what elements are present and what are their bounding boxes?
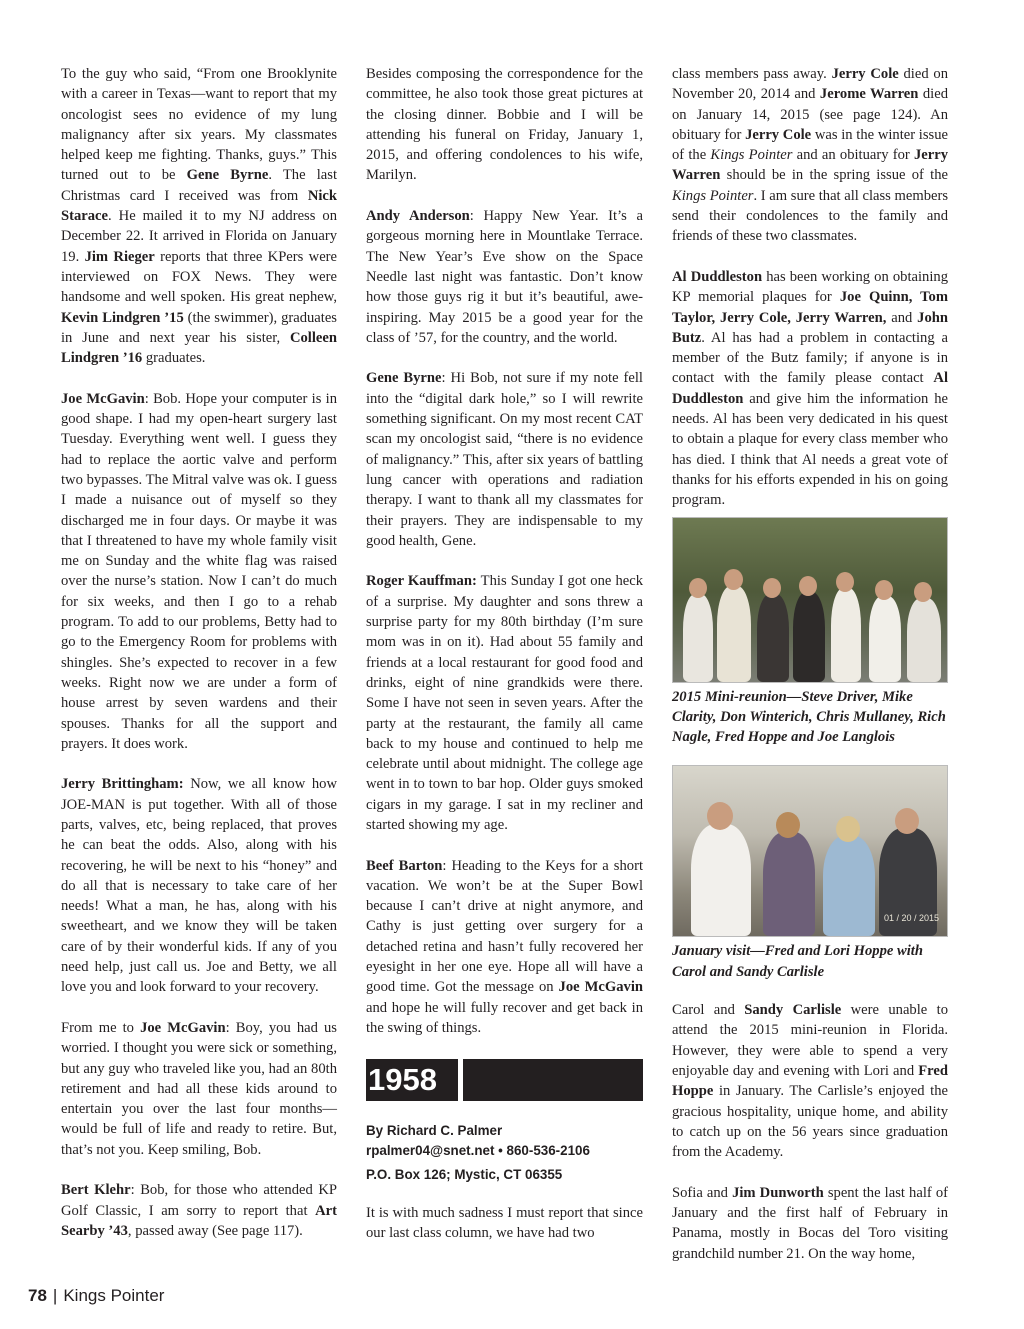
paragraph [61, 389, 337, 754]
bold-name: Al Duddleston [672, 268, 763, 285]
paragraph [672, 267, 948, 511]
bold-name: Jerry Warren [672, 147, 948, 184]
bold-name: Roger Kauffman: [366, 573, 477, 590]
text-run: in January. The Carlisle’s enjoyed the gracious hospitality, unique home, and ability to catch up on the 56 years since graduation from the Academy. [672, 1083, 948, 1161]
bold-name: Gene Byrne [366, 370, 442, 387]
column-2 [366, 64, 643, 1243]
text-run: and an obituary for [792, 147, 914, 164]
text-run: died on January 14, 2015 (see page 124). An obituary for [672, 86, 948, 143]
italic-text: Kings Pointer [710, 147, 793, 164]
paragraph [366, 368, 643, 551]
text-run: From me to [61, 1019, 141, 1036]
paragraph [61, 1180, 337, 1241]
bold-name: Jerry Brittingham: [61, 776, 184, 793]
paragraph [61, 774, 337, 997]
bold-name: Bert Klehr [61, 1182, 131, 1199]
visit-photo [672, 765, 948, 937]
text-run: . I am sure that all class members send their condolences to the family and friends of these two classmates. [672, 187, 949, 245]
text-run: reports that three KPers were interviewed on FOX News. They were handsome and well spoken. His great nephew, [61, 248, 338, 306]
bold-name: Kevin Lindgren ’15 [61, 309, 184, 326]
bold-name: Art Searby ’43 [61, 1202, 337, 1239]
text-run: were unable to attend the 2015 mini-reunion in Florida. However, they were able to spend a very enjoyable day and evening with Lori and [672, 1002, 948, 1079]
text-run: Now, we all know how JOE-MAN is put together. With all of those parts, valves, etc, being replaced, that proves he can beat the odds. Also, along with his recovering, he will be next to his “honey” and do all that is necessary to take care of her needs! What a man, he has, along with his sweetheart, and we know they will be taken care of by their wonderful kids. If any of you need help, just call us. Joe and Betty, we all love you and look forward to your recovery. [61, 776, 338, 996]
text-run: : Boy, you had us worried. I thought you were sick or something, but any guy who traveled like you, had an 80th retirement and had all these kids around to entertain you over the last four months—would be full of life and ready to retire. But, that’s not you. Keep smiling, Bob. [61, 1019, 337, 1158]
bold-name: Andy Anderson [366, 208, 470, 225]
text-run: : Happy New Year. It’s a gorgeous morning here in Mountlake Terrace. The New Year’s Eve show on the Space Needle last night was fantastic. Don’t know how those guys rig it but it’s beautiful, awe-inspiring. May 2015 be a good year for the class of ’57, for the country, and the world. [366, 208, 643, 346]
paragraph [672, 1000, 948, 1162]
text-run: and give him the information he needs. Al has been very dedicated in his quest to obtain a plaque for every class member who has died. I think that Al needs a great vote of thanks for his efforts expended in his on going program. [672, 390, 948, 509]
text-run: This Sunday I got one heck of a surprise. My daughter and sons threw a surprise party for my 80th birthday (I’m sure mom was in on it). Had about 55 family and friends at a local restaurant for good food and drinks, eight of nine grandkids were there. Some I have not seen in seven years. After the party at the restaurant, the family all came back to my house and continued to help me celebrate until about midnight. The college age went in to town to bar hop. Older guys smoked cigars in my garage. I sat in my recliner and started showing my age. [366, 573, 644, 833]
class-year-header [366, 1059, 643, 1101]
italic-text: Kings Pointer [672, 187, 754, 204]
bold-name: Fred Hoppe [672, 1062, 948, 1100]
bold-name: Colleen Lindgren ’16 [61, 329, 337, 367]
bold-name: Al Duddleston [672, 370, 948, 407]
bold-name: Jerome Warren [819, 86, 919, 103]
bold-name: Beef Barton [366, 857, 443, 874]
paragraph [61, 1018, 337, 1160]
text-run: spent the last half of January and the first half of February in Panama, mostly in Bocas del Toro visiting grandchild number 21. On the way home, [672, 1184, 948, 1262]
bold-name: Joe McGavin [558, 979, 643, 996]
text-run: . He mailed it to my NJ address on December 22. It arrived in Florida on January 19. [61, 208, 337, 265]
text-run: . The last Christmas card I received was from [61, 167, 338, 204]
text-run: : Bob, for those who attended KP Golf Classic, I am sorry to report that [61, 1182, 337, 1219]
bold-name: Joe McGavin [61, 390, 145, 407]
bold-name: Joe McGavin [140, 1019, 226, 1036]
bold-name: Gene Byrne [186, 167, 269, 184]
bold-name: Jim Rieger [84, 248, 155, 265]
paragraph [366, 206, 643, 348]
footer-separator: | [52, 1286, 58, 1305]
text-run: has been working on obtaining KP memorial plaques for [672, 268, 948, 306]
text-run: Carol and [672, 1002, 745, 1019]
text-run: died on November 20, 2014 and [672, 66, 948, 103]
page-number: 78 [28, 1286, 47, 1305]
paragraph [366, 856, 643, 1039]
bold-name: John Butz [672, 309, 948, 346]
text-run: should be in the spring issue of the [720, 167, 948, 184]
text-run: Sofia and [672, 1184, 733, 1201]
text-run: Besides composing the correspondence for the committee, he also took those great pictures at the closing dinner. Bobbie and I will be attending his funeral on Friday, January 1, 2015, and offering condolences to his wife, Marilyn. [366, 66, 643, 184]
text-run: was in the winter issue of the [672, 126, 948, 164]
paragraph [366, 1203, 643, 1244]
text-run: It is with much sadness I must report that since our last class column, we have had two [366, 1204, 643, 1241]
contact-line[interactable]: rpalmer04@snet.net • 860-536-2106 [366, 1142, 590, 1158]
bold-name: Jerry Cole [745, 126, 812, 143]
class-year: 1958 [366, 1059, 458, 1101]
column-3 [672, 64, 948, 1264]
column-1 [61, 64, 337, 1241]
text-run: and [886, 309, 918, 326]
photo-caption: 2015 Mini-reunion—Steve Driver, Mike Clarity, Don Winterich, Chris Mullaney, Rich Nagle, Fred Hoppe and Joe Langlois [672, 688, 946, 746]
bold-name: Jim Dunworth [732, 1184, 824, 1201]
paragraph [366, 64, 643, 186]
bold-name: Jerry Cole [831, 66, 899, 82]
text-run: class members pass away. [672, 66, 832, 82]
text-run: : Bob. Hope your computer is in good shape. I had my open-heart surgery last Tuesday. Everything went well. I guess they had to replace the aortic valve and perform two bypasses. The Mitral valve was ok. I guess I made a nuisance out of myself so they discharged me in four days. Or maybe it was that I threatened to have my whole family visit me on Sunday and the white flag was raised over the nurse’s station. Now I can’t do much for six weeks, and then I go to a rehab program. To add to our problems, Betty had to go to the Emergency Room for problems with shingles. She’s expected to recover in a few weeks. Right now we are under a form of house arrest by seven wardens and their spouses. Thanks for all the support and prayers. It does work. [61, 390, 338, 752]
bold-name: Joe Quinn, Tom Taylor, Jerry Cole, Jerry Warren, [672, 289, 949, 326]
header-bar [463, 1059, 643, 1101]
text-run: , passed away (See page 117). [127, 1222, 303, 1239]
text-run: graduates. [142, 350, 206, 367]
paragraph [672, 64, 948, 247]
text-run: . Al has had a problem in contacting a member of the Butz family; if anyone is in contact with the family please contact [672, 329, 948, 387]
paragraph [672, 1183, 948, 1264]
byline: By Richard C. Palmer [366, 1122, 503, 1138]
page-footer [28, 1286, 164, 1306]
address: P.O. Box 126; Mystic, CT 06355 [366, 1166, 563, 1182]
text-run: To the guy who said, “From one Brooklynite with a career in Texas—want to report that my oncologist sees no evidence of my lung malignancy after six years. My classmates helped keep me fighting. Thanks, guys.” This turned out to be [61, 66, 337, 184]
photo-caption: January visit—Fred and Lori Hoppe with Carol and Sandy Carlisle [672, 943, 923, 980]
bold-name: Nick Starace [61, 187, 337, 225]
publication-name: Kings Pointer [63, 1286, 165, 1305]
text-run: and hope he will fully recover and get back in the swing of things. [366, 999, 643, 1036]
bold-name: Sandy Carlisle [744, 1002, 842, 1019]
text-run: : Hi Bob, not sure if my note fell into the “digital dark hole,” so I will rewrite something significant. On my most recent CAT scan my oncologist said, “there is no evidence of malignancy.” This, after six years of battling lung cancer with operations and radiation therapy. I want to thank all my classmates for their prayers. They are indispensable to my good health, Gene. [366, 370, 643, 549]
paragraph [366, 571, 643, 835]
text-run: : Heading to the Keys for a short vacation. We won’t be at the Super Bowl because I can’t drive at night anymore, and Cathy is just getting over surgery for a detached retina and hasn’t fully recovered her eyesight in her one eye. Hope all will have a good time. Got the message on [366, 857, 643, 996]
paragraph [61, 64, 337, 368]
text-run: (the swimmer), graduates in June and next year his sister, [61, 309, 337, 346]
reunion-photo [672, 517, 948, 683]
photo-date-stamp: 01 / 20 / 2015 [883, 913, 939, 924]
